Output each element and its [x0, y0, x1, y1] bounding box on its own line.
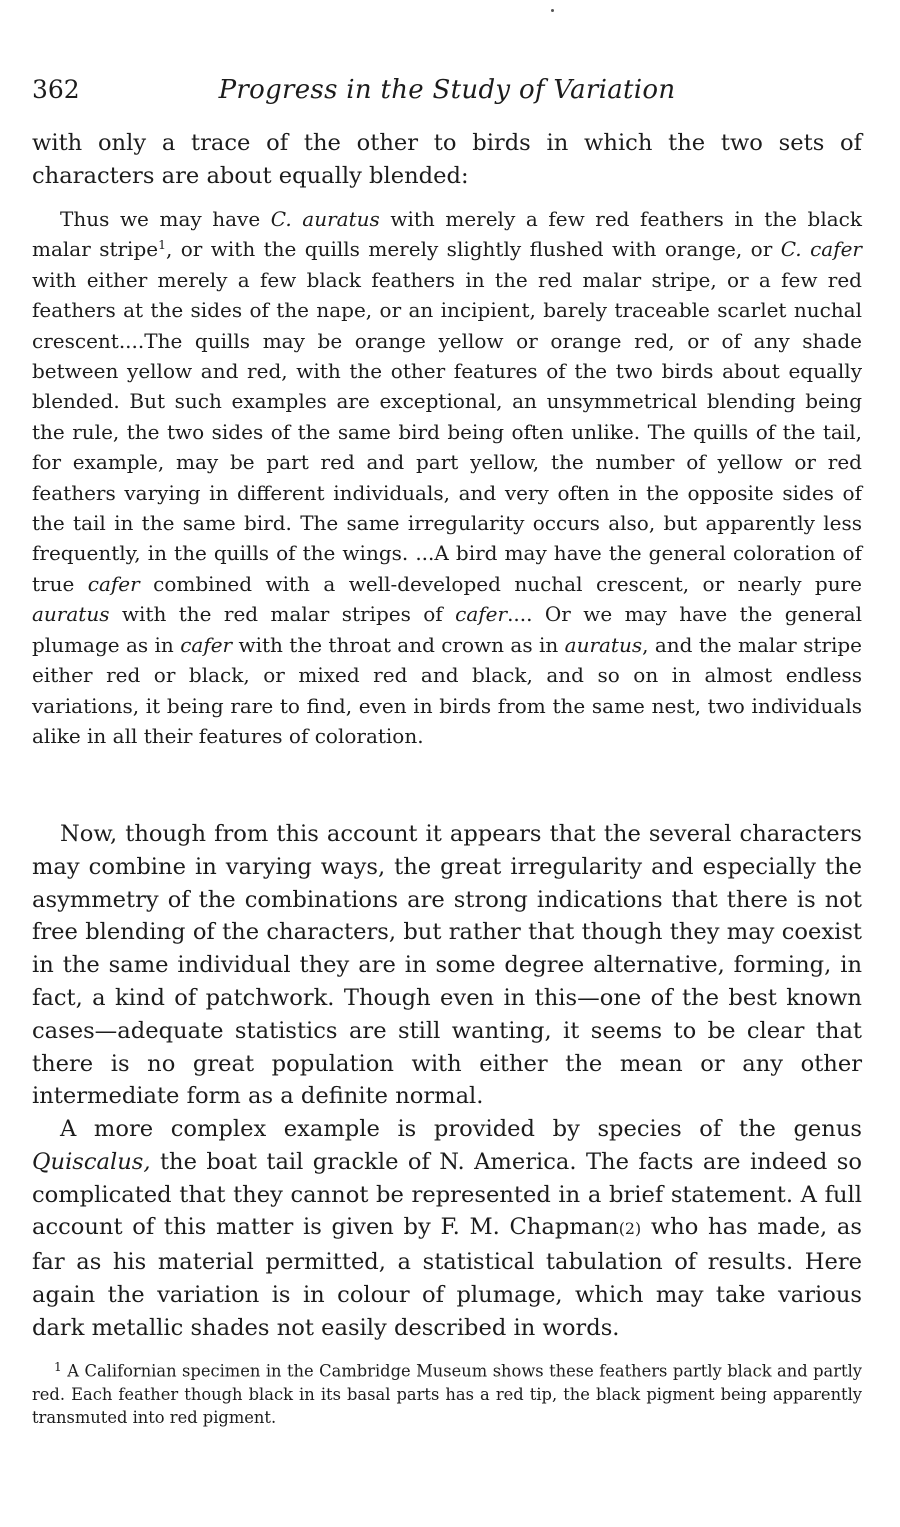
paragraph-quiscalus: [32, 1113, 862, 1345]
footnote-reference: 1: [158, 237, 166, 253]
block-quote: [32, 204, 862, 751]
paragraph-patchwork: [32, 818, 862, 1113]
quote-text: Thus we may have: [60, 207, 271, 231]
quote-text: with merely a few red feathers in the black malar stripe: [32, 207, 862, 262]
quote-text: with the red malar stripes of: [109, 602, 456, 627]
footnote-text: A Californian specimen in the Cambridge Museum shows these feathers partly black and partly red. Each feather though black in its basal parts has a red tip, the black pigment being apparently transmuted into red pigment.: [32, 1361, 862, 1428]
paragraph-text: A more complex example is provided by species of the genus: [60, 1116, 862, 1142]
reference-number: (2): [618, 1219, 642, 1239]
paragraph-text: the boat tail grackle of N. America. The facts are indeed so complicated that they cannot be represented in a brief statement. A full account of this matter is given by F. M. Chapman: [32, 1148, 862, 1241]
species-name: auratus: [564, 632, 643, 657]
page-header: [32, 70, 862, 112]
page-number: 362: [32, 75, 80, 104]
quote-text: .... Or we may have the general plumage as in: [32, 602, 862, 657]
genus-name: Quiscalus,: [32, 1148, 151, 1175]
species-name: cafer: [180, 632, 233, 657]
quote-text: , and the malar stripe either red or black, or mixed red and black, and so on in almost endless variations, it being rare to find, even in birds from the same nest, two individuals alike in all their features of coloration.: [32, 632, 862, 748]
quote-text: with either merely a few black feathers in the red malar stripe, or a few red feathers at the sides of the nape, or an incipient, barely traceable scarlet nuchal crescent....The quills may be orange yellow or orange red, or of any shade between yellow and red, with the other features of the two birds about equally blended. But such examples are exceptional, an unsymmetrical blending being the rule, the two sides of the same bird being often unlike. The quills of the tail, for example, may be part red and part yellow, the number of yellow or red feathers varying in different individuals, and very often in the opposite sides of the tail in the same bird. The same irregularity occurs also, but apparently less frequently, in the quills of the wings. ...A bird may have the general coloration of true: [32, 267, 862, 596]
quote-text: , or with the quills merely slightly flushed with orange, or: [165, 237, 781, 262]
footnote: [32, 1356, 862, 1430]
footnote-mark: 1: [54, 1360, 62, 1374]
quote-text: combined with a well-developed nuchal crescent, or nearly pure: [139, 571, 863, 596]
quote-text: with the throat and crown as in: [232, 632, 565, 657]
paragraph-text: who has made, as far as his material permitted, a statistical tabulation of results. Here again the variation is in colour of plumage, which may take various dark metallic shades not easily described in words.: [32, 1214, 862, 1341]
species-name: C. auratus: [270, 207, 380, 231]
scan-speck: [551, 9, 554, 12]
species-name: cafer: [455, 602, 508, 627]
paragraph-text: with only a trace of the other to birds in which the two sets of characters are about equally blended:: [32, 130, 862, 189]
running-title: Progress in the Study of Variation: [218, 75, 676, 105]
species-name: auratus: [32, 602, 110, 627]
species-name: C. cafer: [780, 237, 862, 262]
species-name: cafer: [87, 571, 140, 596]
paragraph-continuation: [32, 127, 862, 193]
paragraph-text: Now, though from this account it appears that the several characters may combine in varying ways, the great irregularity and especially the asymmetry of the combinations are strong indications that there is not free blending of the characters, but rather that though they may coexist in the same individual they are in some degree alternative, forming, in fact, a kind of patchwork. Though even in this—one of the best known cases—adequate statistics are still wanting, it seems to be clear that there is no great population with either the mean or any other intermediate form as a definite normal.: [32, 821, 862, 1110]
